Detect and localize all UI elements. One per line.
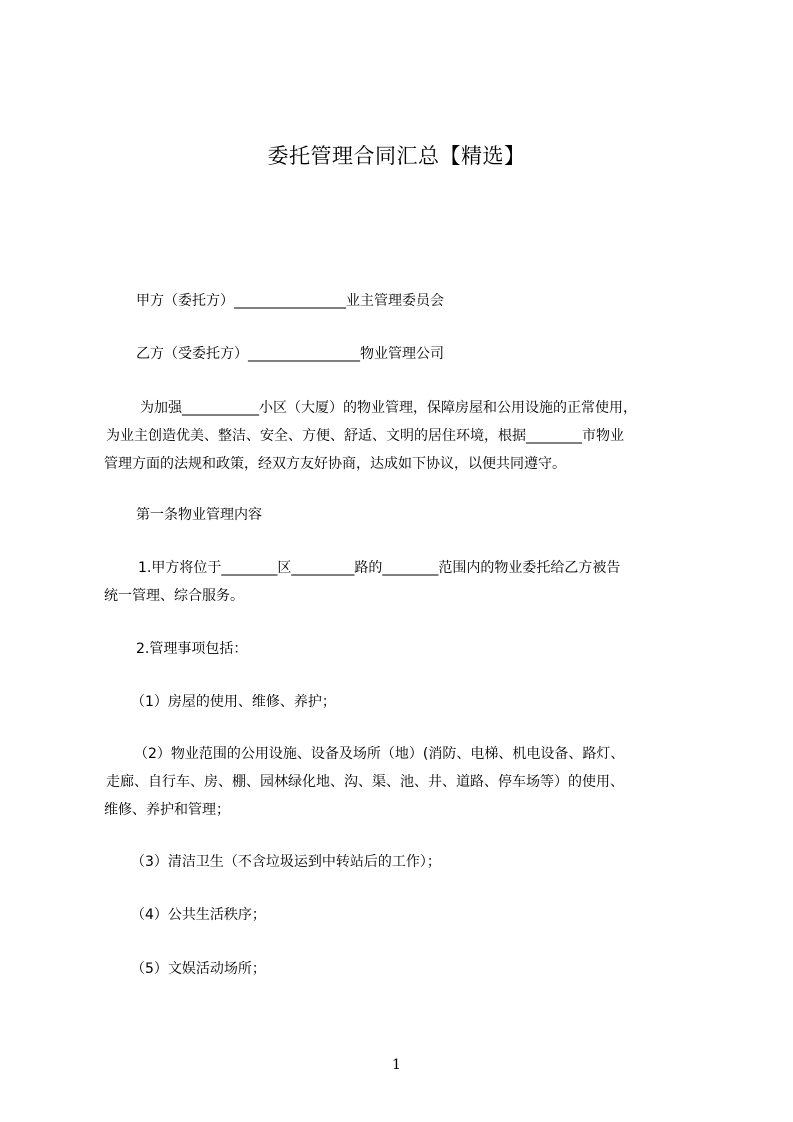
item-1-paragraph — [104, 554, 620, 610]
sub-item-2-line-3: 维修、养护和管理； — [104, 802, 230, 818]
document-title: 委托管理合同汇总【精选】 — [267, 144, 526, 168]
intro-paragraph — [104, 394, 637, 478]
sub-item-5: （5）文娱活动场所； — [131, 961, 266, 977]
intro-line-3: 管理方面的法规和政策，经双方友好协商，达成如下协议，以便共同遵守。 — [104, 456, 566, 472]
sub-item-4: （4）公共生活秩序； — [131, 907, 266, 923]
page-number: 1 — [392, 1057, 401, 1073]
sub-item-2-paragraph — [104, 740, 624, 824]
party-a-line: 甲方（委托方）________________业主管理委员会 — [136, 293, 444, 309]
sub-item-2-line-1: （2）物业范围的公用设施、设备及场所（地）(消防、电梯、机电设备、路灯、 — [134, 746, 625, 762]
intro-line-2: 为业主创造优美、整洁、安全、方便、舒适、文明的居住环境，根据________市物业 — [106, 428, 624, 444]
article-1-heading: 第一条物业管理内容 — [136, 507, 262, 523]
item-2-heading: 2.管理事项包括： — [136, 641, 248, 657]
item-1-line-2: 统一管理、综合服务。 — [104, 588, 244, 604]
sub-item-1: （1）房屋的使用、维修、养护； — [131, 694, 336, 710]
sub-item-3: （3）清洁卫生（不含垃圾运到中转站后的工作）； — [131, 854, 441, 870]
item-1-line-1: 1.甲方将位于________区_________路的________范围内的物业委托给乙方被告 — [138, 560, 621, 576]
party-b-line: 乙方（受委托方）________________物业管理公司 — [136, 346, 444, 362]
sub-item-2-line-2: 走廊、自行车、房、棚、园林绿化地、沟、渠、池、井、道路、停车场等）的使用、 — [106, 774, 624, 790]
intro-line-1: 为加强___________小区（大厦）的物业管理，保障房屋和公用设施的正常使用， — [140, 400, 637, 416]
